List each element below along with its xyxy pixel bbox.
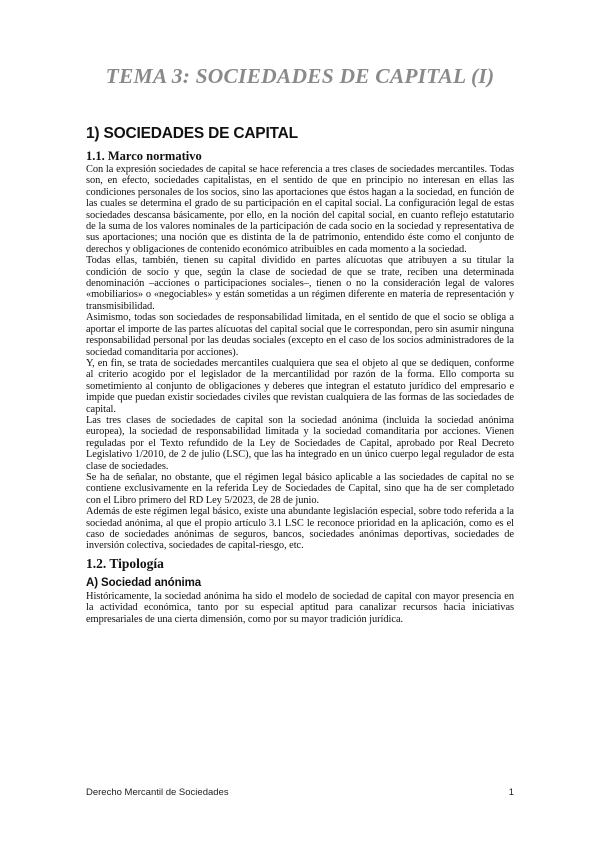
paragraph: Además de este régimen legal básico, existe una abundante legislación especial, sobre todo referida a la sociedad anónima, al que el propio artículo 3.1 LSC le reconoce prioridad en la aplicación, como es el caso de sociedades anónimas de seguros, bancos, sociedades anónimas deportivas, sociedades de inversión colectiva, sociedades de capital-riesgo, etc. <box>86 506 514 552</box>
paragraph: Históricamente, la sociedad anónima ha sido el modelo de sociedad de capital con mayor presencia en la actividad económica, tanto por su especial aptitud para canalizar recursos hacia iniciativas empresariales de una cierta dimensión, como por su mayor tradición jurídica. <box>86 590 514 625</box>
footer-course-title: Derecho Mercantil de Sociedades <box>86 787 229 798</box>
subsection-heading-1-2: 1.2. Tipología <box>86 555 164 571</box>
footer-page-number: 1 <box>508 787 514 798</box>
paragraph: Se ha de señalar, no obstante, que el régimen legal básico aplicable a las sociedades de capital no se contiene exclusivamente en la referida Ley de Sociedades de Capital, sino que ha de ser completado con el Libro primero del RD Ley 5/2023, de 28 de junio. <box>86 471 514 506</box>
document-body <box>86 124 514 625</box>
paragraph: Y, en fin, se trata de sociedades mercantiles cualquiera que sea el objeto al que se dediquen, conforme al criterio acogido por el legislador de la mercantilidad por razón de la forma. Ello comporta su sometimiento al conjunto de obligaciones y deberes que integran el estatuto jurídico del empresario e impide que puedan existir sociedades civiles que revistan cualquiera de las formas de las sociedades de capital. <box>86 357 514 415</box>
section-heading-1: 1) SOCIEDADES DE CAPITAL <box>86 125 298 142</box>
subsubsection-heading-a: A) Sociedad anónima <box>86 576 202 589</box>
paragraph: Todas ellas, también, tienen su capital dividido en partes alícuotas que atribuyen a su titular la condición de socio y que, según la clase de sociedad de que se trate, reciben una determinada denominación –acciones o participaciones sociales–, tienen o no la consideración legal de valores «mobiliarios» o «negociables» y están sometidas a un régimen diferente en materia de representación y transmisibilidad. <box>86 255 514 312</box>
paragraph: Con la expresión sociedades de capital se hace referencia a tres clases de sociedades mercantiles. Todas son, en efecto, sociedades capitalistas, en el sentido de que en principio no interesan en ellas las condiciones personales de los socios, sino las aportaciones que éstos hagan a la sociedad, en función de las cuales se determina el grado de su participación en el capital social. La configuración legal de estas sociedades descansa básicamente, por ello, en la noción del capital social, en cuanto reflejo estatutario de la suma de los valores nominales de la participación de cada socio en la sociedad y representativa de sus aportaciones; una noción que es distinta de la de patrimonio, entendido éste como el conjunto de derechos y obligaciones de contenido económico atribuibles en cada momento a la sociedad. <box>86 164 514 255</box>
paragraph: Asimismo, todas son sociedades de responsabilidad limitada, en el sentido de que el socio se obliga a aportar el importe de las partes alícuotas del capital social que le correspondan, pero sin asumir ninguna responsabilidad personal por las deudas sociales (excepto en el caso de los socios administradores de la sociedad comanditaria por acciones). <box>86 312 514 358</box>
paragraph: Las tres clases de sociedades de capital son la sociedad anónima (incluida la sociedad anónima europea), la sociedad de responsabilidad limitada y la sociedad comanditaria por acciones. Vienen reguladas por el Texto refundido de la Ley de Sociedades de Capital, aprobado por Real Decreto Legislativo 1/2010, de 2 de julio (LSC), que las ha integrado en un único cuerpo legal regulador de esta clase de sociedades. <box>86 414 514 472</box>
subsection-heading-1-1: 1.1. Marco normativo <box>86 149 202 163</box>
document-title: TEMA 3: SOCIEDADES DE CAPITAL (I) <box>105 64 495 88</box>
